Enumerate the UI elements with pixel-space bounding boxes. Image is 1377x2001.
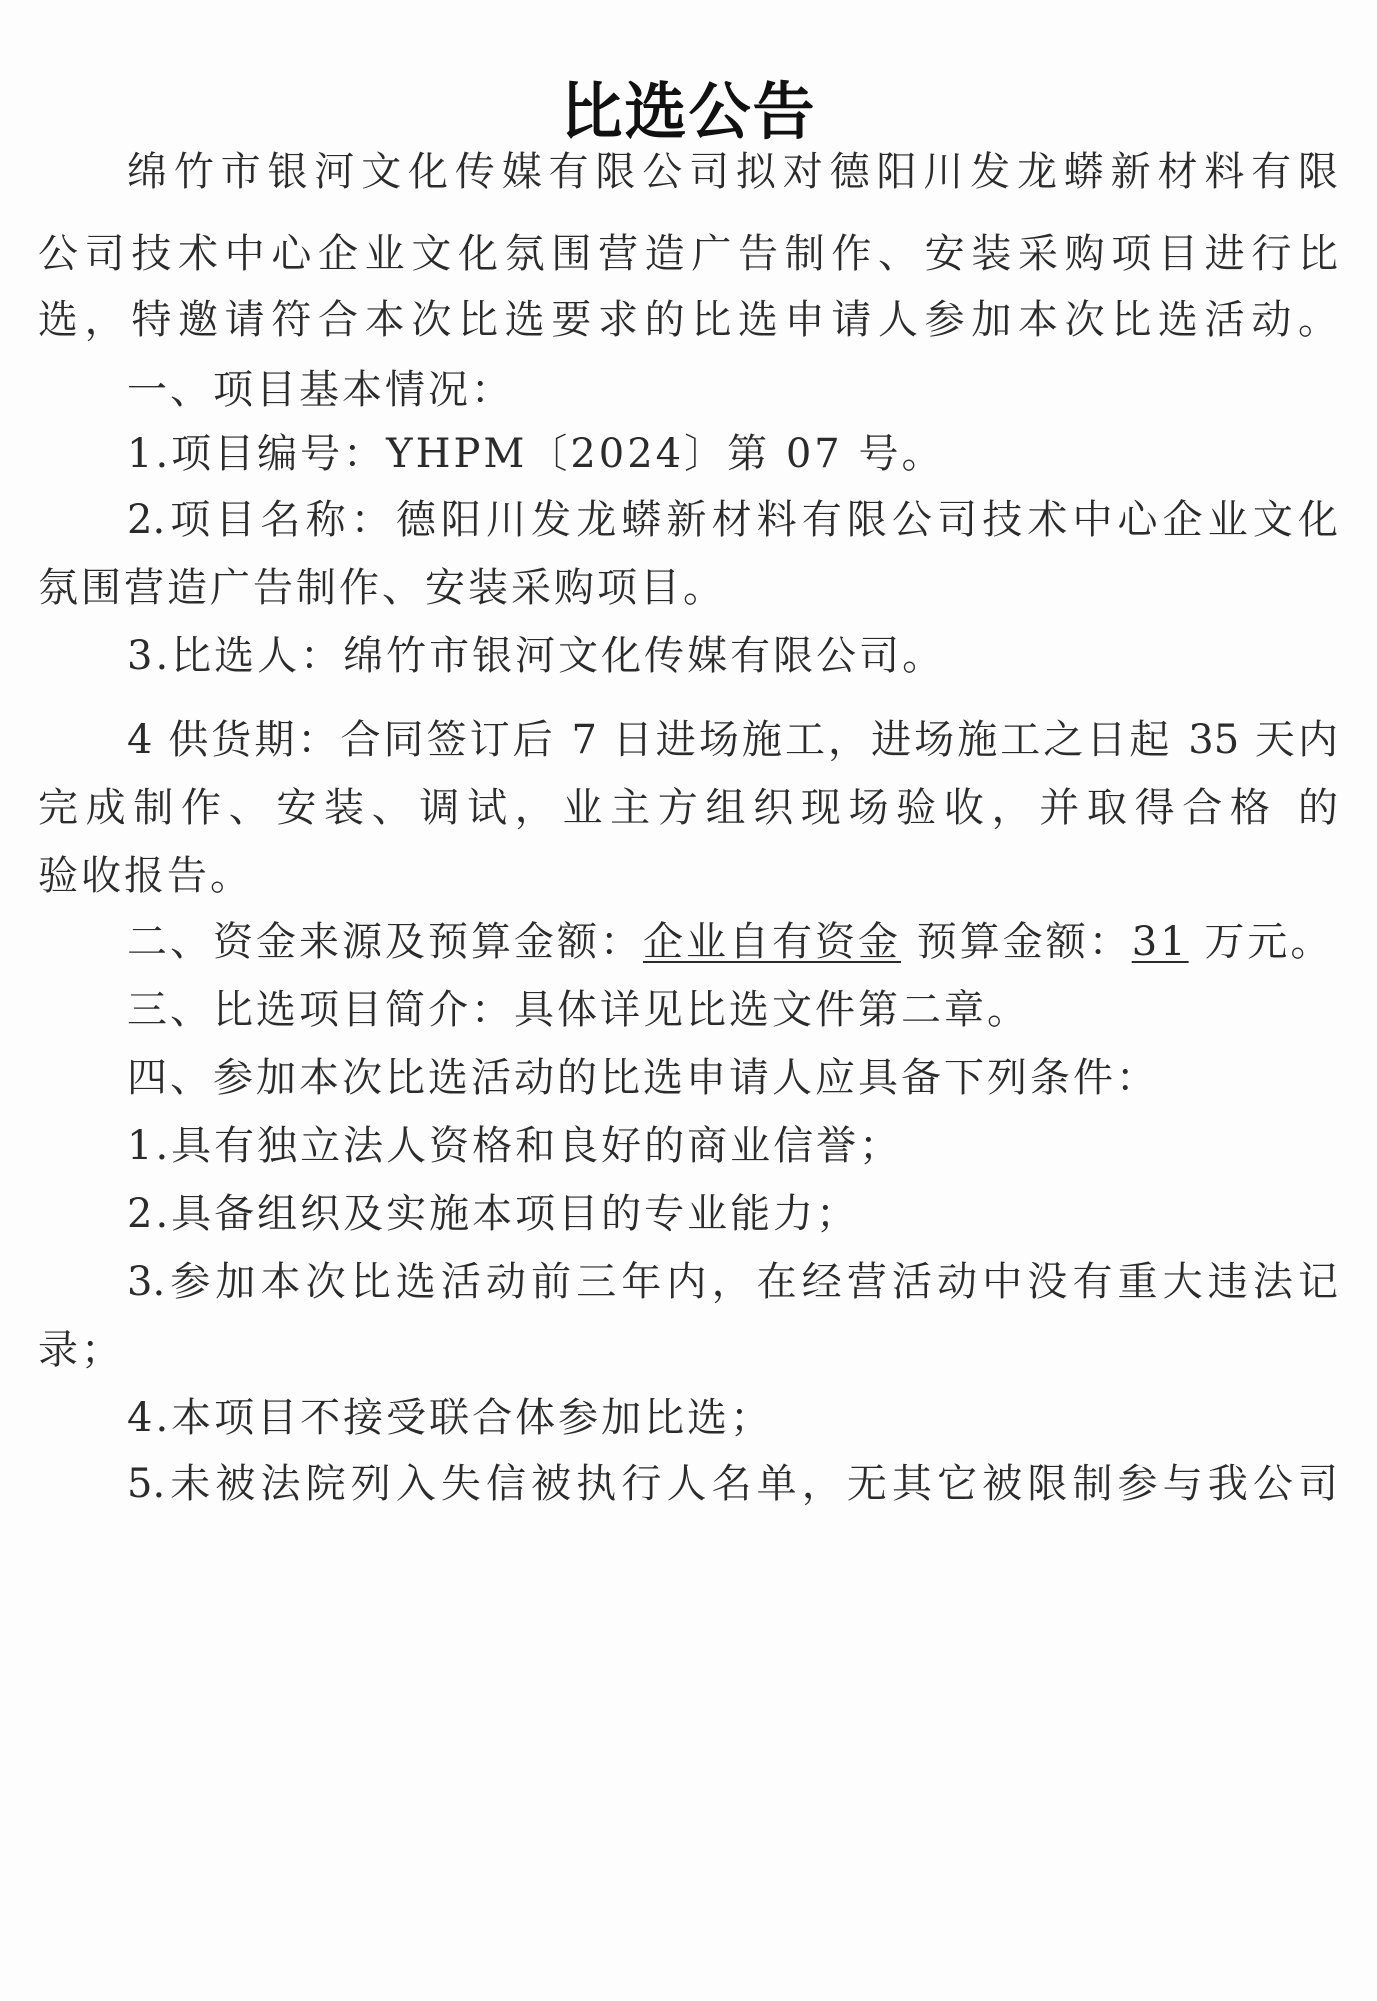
section4-item3-line1: 3.参加本次比选活动前三年内，在经营活动中没有重大违法记 bbox=[127, 1259, 1338, 1305]
section1-item2-line2: 氛围营造广告制作、安装采购项目。 bbox=[38, 565, 726, 611]
section1-item4-line3: 验收报告。 bbox=[38, 853, 253, 899]
section1-item3: 3.比选人：绵竹市银河文化传媒有限公司。 bbox=[127, 633, 946, 679]
section4-item1: 1.具有独立法人资格和良好的商业信誉； bbox=[127, 1123, 903, 1169]
section2-heading: 二、资金来源及预算金额： bbox=[127, 919, 643, 965]
section3-line bbox=[127, 986, 1338, 1034]
budget-value: 31 bbox=[1131, 919, 1189, 965]
intro-line-2: 公司技术中心企业文化氛围营造广告制作、安装采购项目进行比 bbox=[38, 231, 1338, 277]
section1-item2-line1: 2.项目名称：德阳川发龙蟒新材料有限公司技术中心企业文化 bbox=[127, 497, 1338, 543]
section1-item4-line2: 完成制作、安装、调试，业主方组织现场验收，并取得合格 的 bbox=[38, 785, 1338, 831]
section4-heading: 四、参加本次比选活动的比选申请人应具备下列条件： bbox=[127, 1055, 1159, 1101]
section4-item4: 4.本项目不接受联合体参加比选； bbox=[127, 1395, 774, 1441]
budget-label: 预算金额： bbox=[916, 919, 1132, 965]
section3-heading: 三、比选项目简介： bbox=[127, 987, 514, 1033]
section4-item3-line2: 录； bbox=[38, 1327, 124, 1373]
section3-text: 具体详见比选文件第二章。 bbox=[514, 987, 1030, 1033]
budget-unit: 万元。 bbox=[1204, 919, 1334, 965]
section4-item2: 2.具备组织及实施本项目的专业能力； bbox=[127, 1191, 860, 1237]
section2-line bbox=[127, 918, 1338, 966]
section1-heading: 一、项目基本情况： bbox=[127, 367, 514, 413]
section1-item4-line1: 4 供货期：合同签订后 7 日进场施工，进场施工之日起 35 天内 bbox=[127, 717, 1338, 763]
intro-line-1: 绵竹市银河文化传媒有限公司拟对德阳川发龙蟒新材料有限 bbox=[127, 149, 1338, 195]
intro-line-3: 选，特邀请符合本次比选要求的比选申请人参加本次比选活动。 bbox=[38, 297, 1338, 343]
section4-item5: 5.未被法院列入失信被执行人名单，无其它被限制参与我公司 bbox=[127, 1461, 1338, 1507]
page-title: 比选公告 bbox=[560, 75, 817, 148]
section1-item1: 1.项目编号：YHPM〔2024〕第 07 号。 bbox=[127, 431, 945, 477]
fund-source: 企业自有资金 bbox=[643, 919, 901, 965]
